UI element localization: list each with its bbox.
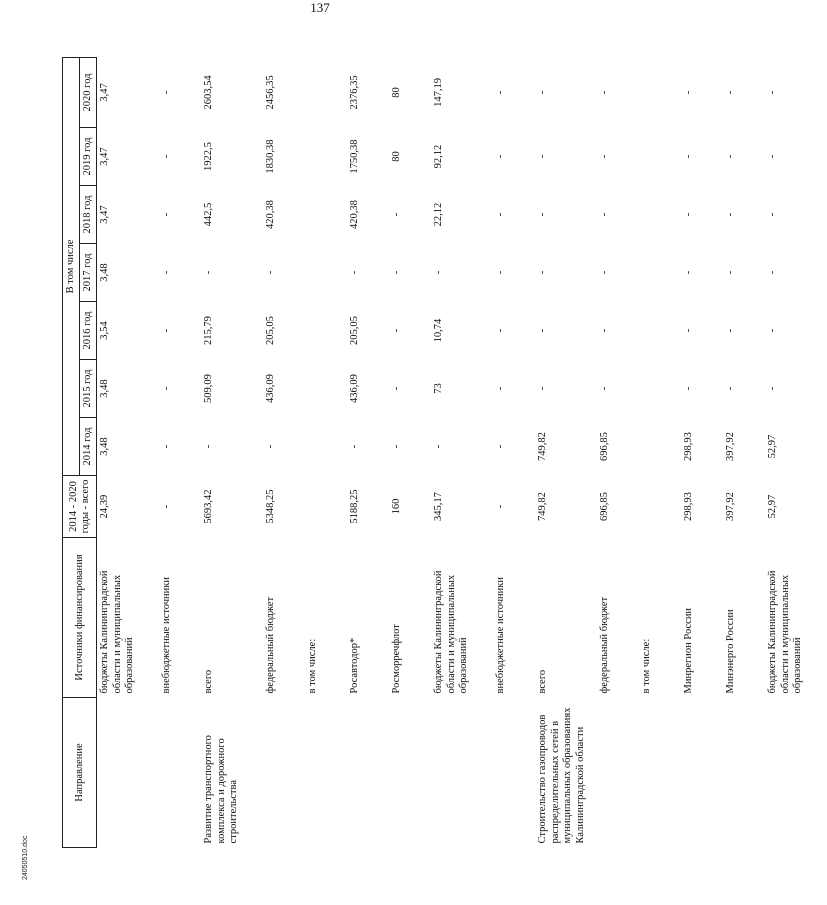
direction-cell (493, 698, 535, 848)
total-cell: 5348,25 (265, 489, 277, 524)
year-value-cell: - (683, 386, 695, 391)
total-cell: 397,92 (725, 492, 737, 521)
year-value-cell: 3,47 (99, 83, 111, 102)
year-value-cell (639, 128, 681, 186)
year-value-cell: 3,48 (99, 437, 111, 456)
year-value-cell: 436,09 (265, 374, 277, 403)
year-value-cell: - (767, 328, 779, 333)
source-cell: Минэнерго России (725, 609, 737, 694)
header-year: 2014 год (80, 418, 97, 476)
year-value-cell: - (599, 154, 611, 159)
table-row (305, 57, 347, 847)
year-value-cell: - (161, 90, 173, 95)
year-value-cell: 215,79 (203, 316, 215, 345)
table-row (263, 57, 305, 847)
rotated-table-page (62, 58, 804, 848)
year-value-cell: 3,47 (99, 205, 111, 224)
direction-cell (389, 698, 431, 848)
header-year: 2017 год (80, 244, 97, 302)
direction-cell (305, 698, 347, 848)
year-value-cell: 2456,35 (265, 75, 277, 110)
page-number: 137 (310, 0, 330, 15)
year-value-cell (305, 302, 347, 360)
header-total: 2014 - 2020 годы - всего (63, 476, 97, 538)
year-value-cell: - (391, 444, 403, 449)
year-value-cell: - (599, 328, 611, 333)
year-value-cell (639, 360, 681, 418)
direction-cell (97, 698, 160, 848)
year-value-cell: 420,38 (265, 200, 277, 229)
year-value-cell: - (433, 444, 445, 449)
year-value-cell: 1750,38 (349, 139, 361, 174)
year-value-cell: - (767, 154, 779, 159)
year-value-cell: - (537, 90, 549, 95)
year-value-cell: - (203, 444, 215, 449)
table-row (493, 57, 535, 847)
source-cell: бюджеты Калининградской области и муниципальных образований (767, 570, 804, 694)
direction-cell (159, 698, 201, 848)
year-value-cell (305, 186, 347, 244)
source-cell: бюджеты Калининградской области и муниципальных образований (433, 570, 470, 694)
total-cell: 5693,42 (203, 489, 215, 524)
year-value-cell: - (725, 212, 737, 217)
year-value-cell: 3,47 (99, 147, 111, 166)
year-value-cell: 1922,5 (203, 142, 215, 171)
year-value-cell: - (767, 90, 779, 95)
source-cell: федеральный бюджет (599, 596, 611, 694)
year-value-cell: - (495, 270, 507, 275)
year-value-cell: - (391, 270, 403, 275)
year-value-cell (305, 128, 347, 186)
year-value-cell: 696,85 (599, 432, 611, 461)
year-value-cell: - (495, 444, 507, 449)
year-value-cell: - (433, 270, 445, 275)
financing-table (62, 57, 827, 848)
year-value-cell: 420,38 (349, 200, 361, 229)
direction-cell (723, 698, 765, 848)
year-value-cell: - (265, 444, 277, 449)
year-value-cell: - (495, 386, 507, 391)
year-value-cell: - (599, 90, 611, 95)
year-value-cell (639, 418, 681, 476)
year-value-cell: 80 (391, 87, 403, 98)
year-value-cell: - (683, 212, 695, 217)
source-cell: внебюджетные источники (161, 576, 173, 694)
year-value-cell (305, 57, 347, 127)
table-row (97, 57, 160, 847)
year-value-cell: - (683, 90, 695, 95)
year-value-cell: 509,09 (203, 374, 215, 403)
year-value-cell: - (495, 90, 507, 95)
year-value-cell (639, 302, 681, 360)
year-value-cell: - (161, 270, 173, 275)
year-value-cell: - (537, 328, 549, 333)
year-value-cell: 10,74 (433, 318, 445, 343)
year-value-cell: - (161, 154, 173, 159)
year-value-cell: - (725, 154, 737, 159)
year-value-cell: - (349, 270, 361, 275)
year-value-cell (639, 57, 681, 127)
year-value-cell: 436,09 (349, 374, 361, 403)
year-value-cell: - (495, 212, 507, 217)
year-value-cell: 3,48 (99, 263, 111, 282)
year-value-cell: - (725, 328, 737, 333)
year-value-cell: - (537, 386, 549, 391)
year-value-cell (305, 244, 347, 302)
table-row (431, 57, 493, 847)
header-year: 2018 год (80, 186, 97, 244)
year-value-cell: 22,12 (433, 202, 445, 227)
year-value-cell: - (599, 386, 611, 391)
total-cell (305, 476, 347, 538)
direction-cell (263, 698, 305, 848)
year-value-cell: - (203, 270, 215, 275)
direction-cell (765, 698, 827, 848)
source-cell: внебюджетные источники (495, 576, 507, 694)
header-group: В том числе (63, 57, 80, 475)
table-body (97, 57, 827, 847)
year-value-cell (639, 244, 681, 302)
direction-cell (431, 698, 493, 848)
total-cell: 5188,25 (349, 489, 361, 524)
source-cell: Росморречфлот (391, 624, 403, 694)
total-cell: 696,85 (599, 492, 611, 521)
year-value-cell: 397,92 (725, 432, 737, 461)
footer-doc-code: 24050510.doc (22, 835, 29, 880)
source-cell: в том числе: (641, 638, 653, 694)
year-value-cell: - (767, 212, 779, 217)
total-cell: - (495, 504, 507, 509)
total-cell (639, 476, 681, 538)
table-row (723, 57, 765, 847)
year-value-cell: - (537, 212, 549, 217)
year-value-cell: - (391, 328, 403, 333)
year-value-cell: 1830,38 (265, 139, 277, 174)
year-value-cell: - (161, 328, 173, 333)
direction-cell: Развитие транспортного комплекса и дорожного строительства (203, 735, 240, 844)
year-value-cell: - (725, 270, 737, 275)
table-row (389, 57, 431, 847)
total-cell: 24,39 (99, 494, 111, 519)
year-value-cell: 749,82 (537, 432, 549, 461)
source-cell: Росавтодор* (349, 637, 361, 694)
year-value-cell (305, 418, 347, 476)
year-value-cell: 298,93 (683, 432, 695, 461)
source-cell: бюджеты Калининградской области и муниципальных образований (99, 570, 136, 694)
source-cell: Минрегион России (683, 607, 695, 694)
year-value-cell: 205,05 (265, 316, 277, 345)
header-direction: Направление (63, 698, 97, 848)
year-value-cell: - (495, 154, 507, 159)
year-value-cell: - (349, 444, 361, 449)
year-value-cell: 205,05 (349, 316, 361, 345)
total-cell: 345,17 (433, 492, 445, 521)
table-header (63, 57, 97, 847)
year-value-cell: - (683, 154, 695, 159)
year-value-cell: - (161, 444, 173, 449)
year-value-cell: - (683, 328, 695, 333)
table-row (765, 57, 827, 847)
direction-cell (347, 698, 389, 848)
table-row (535, 57, 597, 847)
table-row (159, 57, 201, 847)
year-value-cell: - (767, 270, 779, 275)
source-cell: всего (203, 669, 215, 694)
year-value-cell: - (537, 154, 549, 159)
total-cell: 160 (391, 498, 403, 515)
year-value-cell: - (537, 270, 549, 275)
year-value-cell: - (683, 270, 695, 275)
table-row (201, 57, 263, 847)
year-value-cell: 3,54 (99, 321, 111, 340)
year-value-cell: 147,19 (433, 78, 445, 107)
table-row (597, 57, 639, 847)
total-cell: 298,93 (683, 492, 695, 521)
year-value-cell: - (161, 212, 173, 217)
year-value-cell: - (599, 270, 611, 275)
total-cell: 52,97 (767, 494, 779, 519)
header-year: 2019 год (80, 128, 97, 186)
year-value-cell (639, 186, 681, 244)
year-value-cell: - (391, 212, 403, 217)
header-source: Источники финансирования (63, 538, 97, 698)
direction-cell (681, 698, 723, 848)
year-value-cell: - (599, 212, 611, 217)
total-cell: 749,82 (537, 492, 549, 521)
year-value-cell (305, 360, 347, 418)
year-value-cell: - (495, 328, 507, 333)
year-value-cell: 3,48 (99, 379, 111, 398)
year-value-cell: - (725, 386, 737, 391)
direction-cell: Строительство газопроводов распределительных сетей в муниципальных образованиях Калининградской области (537, 707, 586, 844)
header-year: 2015 год (80, 360, 97, 418)
year-value-cell: - (161, 386, 173, 391)
year-value-cell: 92,12 (433, 144, 445, 169)
direction-cell (639, 698, 681, 848)
year-value-cell: - (767, 386, 779, 391)
year-value-cell: 442,5 (203, 202, 215, 227)
source-cell: в том числе: (307, 638, 319, 694)
total-cell: - (161, 504, 173, 509)
header-year: 2016 год (80, 302, 97, 360)
year-value-cell: 2376,35 (349, 75, 361, 110)
year-value-cell: - (265, 270, 277, 275)
year-value-cell: 80 (391, 151, 403, 162)
year-value-cell: - (725, 90, 737, 95)
year-value-cell: 52,97 (767, 434, 779, 459)
source-cell: федеральный бюджет (265, 596, 277, 694)
direction-cell (597, 698, 639, 848)
table-row (681, 57, 723, 847)
year-value-cell: - (391, 386, 403, 391)
table-row (639, 57, 681, 847)
header-year: 2020 год (80, 57, 97, 127)
year-value-cell: 2603,54 (203, 75, 215, 110)
year-value-cell: 73 (433, 383, 445, 394)
source-cell: всего (537, 669, 549, 694)
table-row (347, 57, 389, 847)
